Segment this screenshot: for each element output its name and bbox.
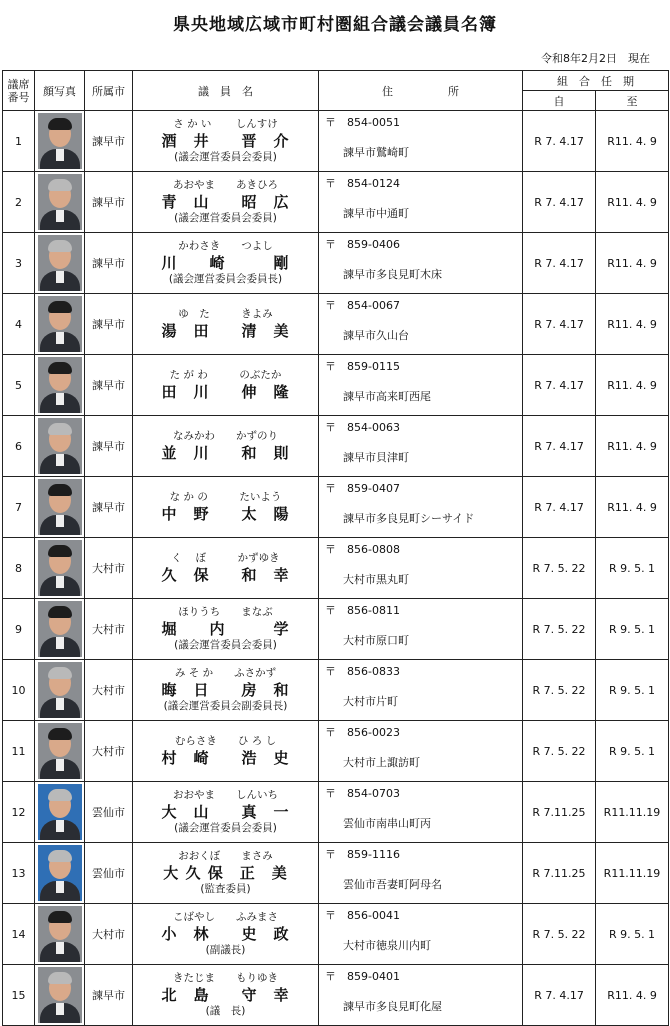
seat-number: 8 — [3, 538, 35, 599]
member-city: 雲仙市 — [85, 843, 133, 904]
member-address: 雲仙市吾妻町阿母名 — [343, 878, 442, 891]
term-end: R11.11.19 — [596, 782, 669, 843]
postal-code: 〒 859-0407 — [325, 482, 400, 495]
portrait-cell — [35, 233, 85, 294]
term-start: R 7. 4.17 — [523, 416, 596, 477]
member-address-cell — [319, 355, 523, 416]
table-row — [3, 416, 669, 477]
term-end: R 9. 5. 1 — [596, 721, 669, 782]
member-name-cell — [133, 660, 319, 721]
member-role: (副議長) — [205, 944, 246, 956]
member-name: 晦 日 房 和 — [161, 681, 290, 699]
portrait-cell — [35, 416, 85, 477]
postal-code: 〒 856-0811 — [325, 604, 400, 617]
member-name-kana: ゆ た きよみ — [178, 307, 273, 320]
member-role: (監査委員) — [200, 883, 251, 895]
term-end: R11. 4. 9 — [596, 965, 669, 1026]
member-name: 堀 内 学 — [161, 620, 290, 638]
member-address: 大村市片町 — [343, 695, 398, 708]
member-address-cell — [319, 782, 523, 843]
member-name: 北 島 守 幸 — [161, 986, 290, 1004]
member-role: (議会運営委員会委員) — [174, 822, 277, 834]
header-photo: 顔写真 — [35, 71, 85, 111]
term-end: R11. 4. 9 — [596, 294, 669, 355]
table-row — [3, 965, 669, 1026]
member-name-kana: た が わ のぶたか — [169, 368, 282, 381]
member-rows — [3, 111, 669, 1026]
portrait-cell — [35, 965, 85, 1026]
member-address-cell — [319, 477, 523, 538]
member-address-cell — [319, 721, 523, 782]
term-start: R 7. 5. 22 — [523, 538, 596, 599]
seat-number: 1 — [3, 111, 35, 172]
member-name-cell — [133, 416, 319, 477]
member-portrait — [38, 235, 82, 291]
member-role: (議会運営委員会委員) — [174, 639, 277, 651]
member-name: 小 林 史 政 — [161, 925, 290, 943]
header-address: 住 所 — [319, 71, 523, 111]
term-start: R 7.11.25 — [523, 843, 596, 904]
seat-number: 2 — [3, 172, 35, 233]
member-name: 酒 井 晋 介 — [161, 132, 290, 150]
term-start: R 7. 4.17 — [523, 172, 596, 233]
term-end: R 9. 5. 1 — [596, 599, 669, 660]
table-row — [3, 477, 669, 538]
member-city: 大村市 — [85, 599, 133, 660]
member-name-cell — [133, 843, 319, 904]
header-name: 議 員 名 — [133, 71, 319, 111]
postal-code: 〒 854-0703 — [325, 787, 400, 800]
member-address: 大村市上諏訪町 — [343, 756, 420, 769]
postal-code: 〒 856-0808 — [325, 543, 400, 556]
table-row — [3, 172, 669, 233]
member-role: (議会運営委員会委員) — [174, 212, 277, 224]
table-row — [3, 782, 669, 843]
portrait-cell — [35, 111, 85, 172]
member-portrait — [38, 357, 82, 413]
member-name-kana: おおくぼ まさみ — [178, 850, 273, 862]
table-row — [3, 660, 669, 721]
seat-number: 15 — [3, 965, 35, 1026]
member-name-cell — [133, 782, 319, 843]
table-row — [3, 843, 669, 904]
term-start: R 7. 4.17 — [523, 233, 596, 294]
postal-code: 〒 854-0051 — [325, 116, 400, 129]
term-end: R 9. 5. 1 — [596, 904, 669, 965]
member-city: 大村市 — [85, 538, 133, 599]
member-portrait — [38, 296, 82, 352]
member-name-kana: きたじま もりゆき — [173, 972, 278, 984]
member-address-cell — [319, 660, 523, 721]
header-term-from: 自 — [523, 91, 596, 111]
member-role: (議会運営委員会委員) — [174, 151, 277, 163]
member-name: 大 久 保 正 美 — [163, 864, 288, 882]
member-name: 田 川 伸 隆 — [161, 382, 290, 401]
table-row — [3, 355, 669, 416]
member-portrait — [38, 845, 82, 901]
term-start: R 7. 4.17 — [523, 294, 596, 355]
term-end: R11. 4. 9 — [596, 477, 669, 538]
member-portrait — [38, 662, 82, 718]
member-address-cell — [319, 233, 523, 294]
member-name: 中 野 太 陽 — [161, 504, 290, 523]
portrait-cell — [35, 599, 85, 660]
member-address: 諫早市多良見町化屋 — [343, 1000, 442, 1013]
member-address: 諫早市鷲崎町 — [343, 146, 409, 159]
term-start: R 7. 4.17 — [523, 965, 596, 1026]
member-city: 諫早市 — [85, 477, 133, 538]
member-city: 諫早市 — [85, 416, 133, 477]
term-end: R11.11.19 — [596, 843, 669, 904]
member-city: 大村市 — [85, 721, 133, 782]
table-row — [3, 599, 669, 660]
table-row — [3, 111, 669, 172]
seat-number: 13 — [3, 843, 35, 904]
header-term-to: 至 — [596, 91, 669, 111]
member-name-cell — [133, 904, 319, 965]
table-row — [3, 904, 669, 965]
term-end: R11. 4. 9 — [596, 233, 669, 294]
member-role: (議会運営委員会委員長) — [168, 273, 283, 285]
postal-code: 〒 854-0124 — [325, 177, 400, 190]
member-name: 大 山 真 一 — [161, 803, 290, 821]
member-role: (議 長) — [205, 1005, 246, 1017]
member-city: 諫早市 — [85, 233, 133, 294]
portrait-cell — [35, 294, 85, 355]
term-start: R 7. 4.17 — [523, 355, 596, 416]
member-name-cell — [133, 721, 319, 782]
term-start: R 7.11.25 — [523, 782, 596, 843]
seat-number: 7 — [3, 477, 35, 538]
member-address-cell — [319, 599, 523, 660]
postal-code: 〒 854-0067 — [325, 299, 400, 312]
member-name-cell — [133, 111, 319, 172]
member-address-cell — [319, 416, 523, 477]
postal-code: 〒 859-0115 — [325, 360, 400, 373]
member-portrait — [38, 601, 82, 657]
member-name: 村 崎 浩 史 — [161, 748, 290, 767]
member-name-kana: み そ か ふさかず — [174, 667, 277, 679]
member-name: 川 崎 剛 — [161, 254, 290, 272]
member-portrait — [38, 723, 82, 779]
member-role: (議会運営委員会副委員長) — [163, 700, 288, 712]
member-address-cell — [319, 904, 523, 965]
member-address: 諫早市多良見町シーサイド — [343, 512, 475, 525]
member-address: 雲仙市南串山町丙 — [343, 817, 431, 830]
postal-code: 〒 859-0406 — [325, 238, 400, 251]
member-city: 諫早市 — [85, 965, 133, 1026]
member-portrait — [38, 479, 82, 535]
member-city: 雲仙市 — [85, 782, 133, 843]
member-name-kana: な か の たいよう — [169, 490, 282, 503]
member-name: 久 保 和 幸 — [161, 565, 290, 584]
member-portrait — [38, 418, 82, 474]
term-start: R 7. 4.17 — [523, 111, 596, 172]
member-name: 青 山 昭 広 — [161, 193, 290, 211]
member-name-cell — [133, 233, 319, 294]
member-name-cell — [133, 294, 319, 355]
seat-number: 11 — [3, 721, 35, 782]
member-address: 大村市黒丸町 — [343, 573, 409, 586]
member-address: 諫早市貝津町 — [343, 451, 409, 464]
member-name-cell — [133, 965, 319, 1026]
seat-number: 5 — [3, 355, 35, 416]
postal-code: 〒 859-1116 — [325, 848, 400, 861]
member-city: 諫早市 — [85, 172, 133, 233]
member-address-cell — [319, 294, 523, 355]
table-row — [3, 721, 669, 782]
member-portrait — [38, 784, 82, 840]
member-portrait — [38, 906, 82, 962]
member-name-kana: おおやま しんいち — [173, 789, 278, 801]
member-portrait — [38, 967, 82, 1023]
seat-number: 14 — [3, 904, 35, 965]
postal-code: 〒 859-0401 — [325, 970, 400, 983]
postal-code: 〒 856-0023 — [325, 726, 400, 739]
postal-code: 〒 854-0063 — [325, 421, 400, 434]
page-title: 県央地域広域市町村圏組合議会議員名簿 — [173, 15, 497, 35]
term-start: R 7. 4.17 — [523, 477, 596, 538]
member-city: 大村市 — [85, 660, 133, 721]
portrait-cell — [35, 172, 85, 233]
member-name-kana: かわさき つよし — [178, 240, 273, 252]
member-table — [2, 70, 669, 1026]
member-address-cell — [319, 111, 523, 172]
member-name: 並 川 和 則 — [161, 443, 290, 462]
member-address: 大村市徳泉川内町 — [343, 939, 431, 952]
term-end: R 9. 5. 1 — [596, 660, 669, 721]
member-name-cell — [133, 355, 319, 416]
seat-number: 4 — [3, 294, 35, 355]
member-name-kana: こばやし ふみまさ — [173, 911, 278, 923]
term-end: R 9. 5. 1 — [596, 538, 669, 599]
seat-number: 6 — [3, 416, 35, 477]
term-start: R 7. 5. 22 — [523, 904, 596, 965]
table-row — [3, 294, 669, 355]
term-end: R11. 4. 9 — [596, 172, 669, 233]
seat-number: 12 — [3, 782, 35, 843]
member-city: 諫早市 — [85, 294, 133, 355]
header-city: 所属市 — [85, 71, 133, 111]
term-start: R 7. 5. 22 — [523, 660, 596, 721]
member-address: 諫早市久山台 — [343, 329, 409, 342]
postal-code: 〒 856-0041 — [325, 909, 400, 922]
member-address: 諫早市高来町西尾 — [343, 390, 431, 403]
header-term: 組 合 任 期 — [523, 71, 669, 91]
member-name-kana: く ぼ かずゆき — [171, 551, 280, 564]
header-seat: 議席 番号 — [3, 71, 35, 111]
member-address-cell — [319, 965, 523, 1026]
member-address-cell — [319, 172, 523, 233]
seat-number: 9 — [3, 599, 35, 660]
member-address: 大村市原口町 — [343, 634, 409, 647]
member-city: 諫早市 — [85, 355, 133, 416]
postal-code: 〒 856-0833 — [325, 665, 400, 678]
portrait-cell — [35, 538, 85, 599]
member-portrait — [38, 540, 82, 596]
table-row — [3, 538, 669, 599]
seat-number: 10 — [3, 660, 35, 721]
member-name-kana: なみかわ かずのり — [173, 429, 278, 442]
term-start: R 7. 5. 22 — [523, 721, 596, 782]
member-address-cell — [319, 843, 523, 904]
table-row — [3, 233, 669, 294]
member-address-cell — [319, 538, 523, 599]
portrait-cell — [35, 355, 85, 416]
member-name-kana: むらさき ひ ろ し — [174, 734, 277, 747]
member-city: 大村市 — [85, 904, 133, 965]
member-name-kana: あおやま あきひろ — [173, 179, 278, 191]
portrait-cell — [35, 782, 85, 843]
portrait-cell — [35, 843, 85, 904]
member-name-kana: さ か い しんすけ — [173, 118, 278, 130]
member-name-cell — [133, 599, 319, 660]
member-portrait — [38, 113, 82, 169]
term-end: R11. 4. 9 — [596, 111, 669, 172]
member-address: 諫早市中通町 — [343, 207, 409, 220]
member-name-kana: ほりうち まなぶ — [178, 606, 273, 618]
member-name-cell — [133, 538, 319, 599]
term-end: R11. 4. 9 — [596, 355, 669, 416]
term-end: R11. 4. 9 — [596, 416, 669, 477]
member-name-cell — [133, 477, 319, 538]
member-city: 諫早市 — [85, 111, 133, 172]
portrait-cell — [35, 904, 85, 965]
member-name-cell — [133, 172, 319, 233]
portrait-cell — [35, 660, 85, 721]
member-address: 諫早市多良見町木床 — [343, 268, 442, 281]
member-portrait — [38, 174, 82, 230]
portrait-cell — [35, 477, 85, 538]
member-name: 湯 田 清 美 — [161, 321, 290, 340]
as-of-date: 令和8年2月2日 現在 — [541, 52, 650, 65]
seat-number: 3 — [3, 233, 35, 294]
term-start: R 7. 5. 22 — [523, 599, 596, 660]
portrait-cell — [35, 721, 85, 782]
